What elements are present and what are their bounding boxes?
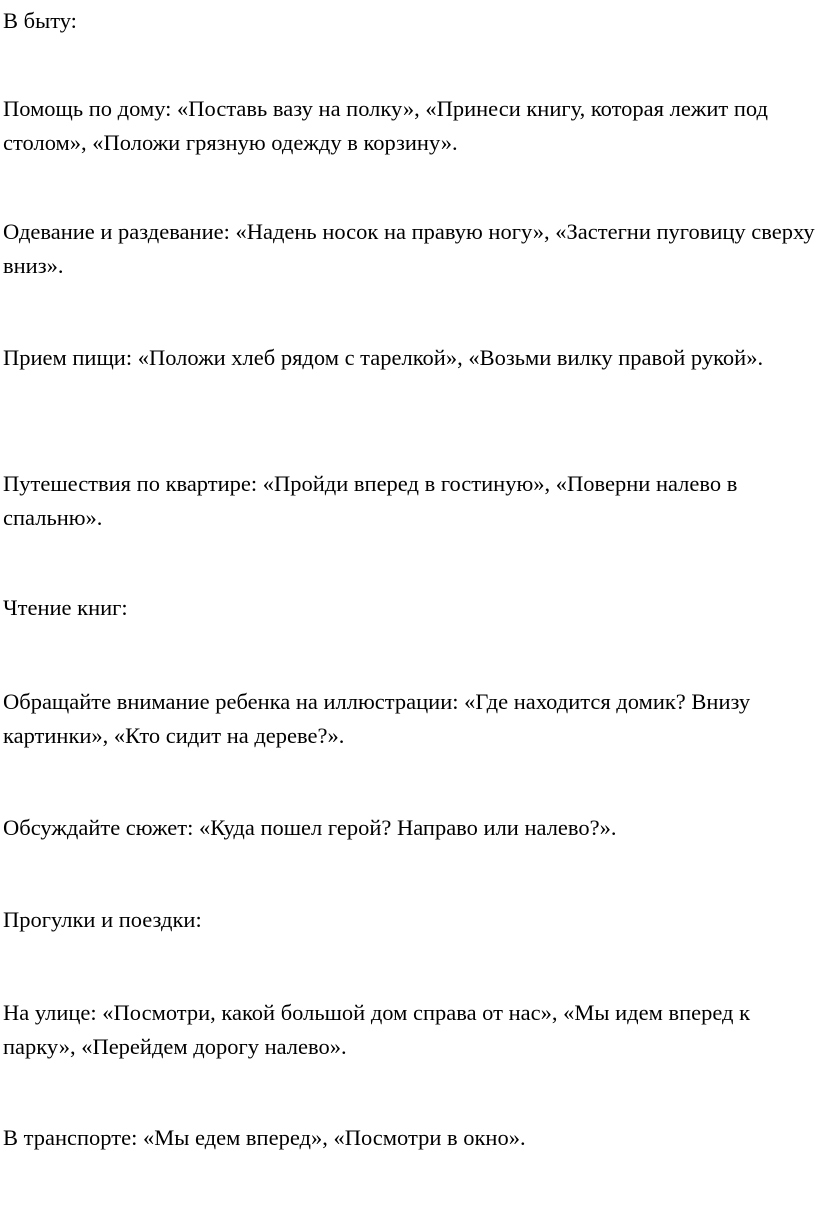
- paragraph-outdoors: На улице: «Посмотри, какой большой дом справа от нас», «Мы идем вперед к парку», «Перейдем дорогу налево».: [3, 1000, 751, 1059]
- paragraph-plot: Обсуждайте сюжет: «Куда пошел герой? Направо или налево?».: [3, 815, 617, 840]
- section-heading-daily-life: В быту:: [3, 8, 77, 33]
- section-heading-walks-trips: Прогулки и поездки:: [3, 907, 202, 932]
- section-heading-reading: Чтение книг:: [3, 595, 128, 620]
- paragraph-illustrations: Обращайте внимание ребенка на иллюстрации: «Где находится домик? Внизу картинки», «Кто сидит на дереве?».: [3, 689, 751, 748]
- paragraph-apartment-travel: Путешествия по квартире: «Пройди вперед в гостиную», «Поверни налево в спальню».: [3, 471, 738, 530]
- paragraph-transport: В транспорте: «Мы едем вперед», «Посмотри в окно».: [3, 1125, 526, 1150]
- paragraph-dressing: Одевание и раздевание: «Надень носок на правую ногу», «Застегни пуговицу сверху вниз».: [3, 219, 815, 278]
- paragraph-household-help: Помощь по дому: «Поставь вазу на полку», «Принеси книгу, которая лежит под столом», «Положи грязную одежду в корзину».: [3, 96, 768, 155]
- paragraph-eating: Прием пищи: «Положи хлеб рядом с тарелкой», «Возьми вилку правой рукой».: [3, 345, 764, 370]
